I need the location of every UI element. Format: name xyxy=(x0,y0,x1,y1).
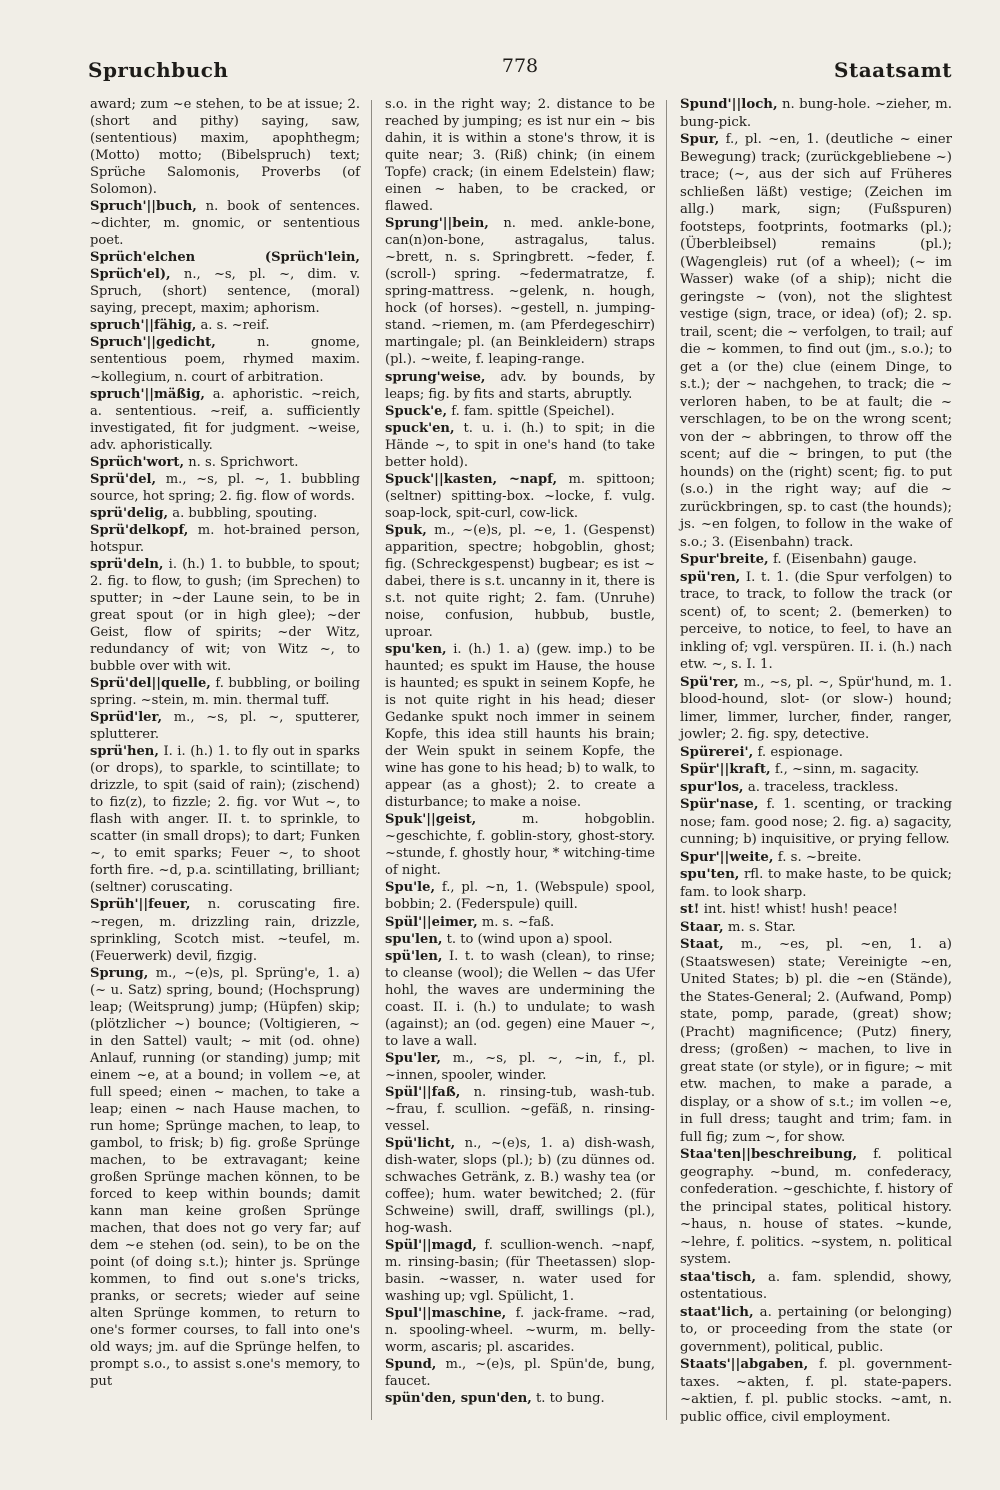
dictionary-entry xyxy=(90,675,360,709)
page-number: 778 xyxy=(501,55,539,77)
headword: Spül'||faß, xyxy=(385,1084,461,1100)
definition: n., ~(e)s, 1. a) dish-wash, dish-water, slops (pl.); b) (zu dünnes od. schwaches Getränk, z. B.) washy tea (or coffee); hum. water bewitched; 2. (für Schweine) swill, draff, swillings (pl.), hog-wash. xyxy=(385,1135,655,1237)
definition: f., ~sinn, m. sagacity. xyxy=(774,762,920,777)
headword: Staat, xyxy=(680,937,724,952)
page-header xyxy=(88,50,952,90)
dictionary-entry xyxy=(385,641,655,811)
definition: i. (h.) 1. a) (gew. imp.) to be haunted; es spukt im Hause, the house is haunted; es spukt in seinem Kopfe, he is not quite right in his head; dieser Gedanke spukt noch immer in seinem Kopfe, this idea still haunts his brain; der Wein spukt in seinem Kopfe, the wine has gone to his head; b) to walk, to appear (as a ghost); 2. to create a disturbance; to make a noise. xyxy=(385,642,655,811)
dictionary-entry xyxy=(680,1146,952,1269)
dictionary-entry xyxy=(385,879,655,913)
dictionary-entry xyxy=(90,896,360,964)
definition: int. hist! whist! hush! peace! xyxy=(703,902,898,917)
dictionary-entry xyxy=(90,249,360,317)
definition: m. s. ~faß. xyxy=(481,914,555,930)
definition: adv. by bounds, by leaps; fig. by fits and starts, abruptly. xyxy=(385,369,655,402)
headword: Spur'||weite, xyxy=(680,849,774,865)
dictionary-entry xyxy=(680,1304,952,1357)
dictionary-entry xyxy=(385,522,655,641)
dictionary-entry xyxy=(385,948,655,1050)
dictionary-entry xyxy=(385,914,655,931)
headword: Spuk, xyxy=(385,522,427,538)
dictionary-entry xyxy=(385,1135,655,1237)
headword: Spu'le, xyxy=(385,880,436,896)
definition: m. s. Star. xyxy=(727,919,796,935)
running-head-left: Spruchbuch xyxy=(88,58,229,82)
definition: I. t. 1. (die Spur verfolgen) to trace, to track, to follow the track (or scent) of, to scent; 2. (bemerken) to perceive, to notice, to feel, to have an inkling of; vgl. verspüren. II. i. (h.) nach etw. ~, s. I. 1. xyxy=(680,569,952,672)
definition: f. jack-frame. ~rad, n. spooling-wheel. ~wurm, m. belly-worm, ascaris; pl. ascarides. xyxy=(385,1306,655,1356)
headword: st! xyxy=(680,902,700,917)
dictionary-entry xyxy=(90,386,360,454)
headword: Sprüd'ler, xyxy=(90,710,163,726)
definition: f. political geography. ~bund, m. confederacy, confederation. ~geschichte, f. history of the principal states, political history. ~haus, n. house of states. ~kunde, ~lehre, f. politics. ~system, n. political system. xyxy=(680,1147,952,1267)
definition: I. t. to wash (clean), to rinse; to cleanse (wool); die Wellen ~ das Ufer hohl, the waves are undermining the coast. II. i. (h.) to undulate; to wash (against); an (od. gegen) eine Mauer ~, to lave a wall. xyxy=(385,948,655,1049)
dictionary-entry xyxy=(385,369,655,403)
definition: f. pl. government-taxes. ~akten, f. pl. state-papers. ~aktien, f. pl. public stocks. ~amt, n. public office, civil employment. xyxy=(680,1357,952,1425)
headword: spuck'en, xyxy=(385,420,455,436)
headword: Spul'||maschine, xyxy=(385,1306,507,1322)
headword: Spur, xyxy=(680,132,720,147)
definition: f. espionage. xyxy=(757,744,843,760)
column-divider xyxy=(371,100,372,1420)
dictionary-entry xyxy=(385,1390,655,1407)
dictionary-entry xyxy=(90,556,360,675)
dictionary-entry xyxy=(90,743,360,896)
headword: spu'ten, xyxy=(680,867,740,882)
dictionary-entry xyxy=(680,761,952,779)
definition: f., pl. ~en, 1. (deutliche ~ einer Bewegung) track; (zurückgebliebene ~) trace; (~, aus der sich auf Früheres schließen läßt) vestige; (Zeichen im allg.) mark, sign; (Fußspuren) footsteps, footprints, footmarks (pl.); (Überbleibsel) remains (pl.); (Wagengleis) rut (of a wheel); (~ im Wasser) wake (of a ship); nicht die geringste ~ (von), not the slightest vestige (sign, trace, or idea) (of); 2. sp. trail, scent; die ~ verfolgen, to trail; auf die ~ kommen, to find out (jm., s.o.); to get a (or the) clue (einem Dinge, to s.t.); der ~ nachgehen, to track; die ~ verloren haben, to be at fault; die ~ verschlagen, to be on the wrong scent; von der ~ abbringen, to throw off the scent; auf die ~ bringen, to put (the hounds) on the (right) scent; fig. to put (s.o.) in the right way; auf die ~ zurückbringen, sp. to cast (the hounds); js. ~en folgen, to follow in the wake of s.o.; 3. (Eisenbahn) track. xyxy=(680,132,952,550)
definition: n. s. Sprichwort. xyxy=(188,454,299,470)
dictionary-entry xyxy=(90,522,360,556)
definition: n. gnome, sententious poem, rhymed maxim. ~kollegium, n. court of arbitration. xyxy=(90,335,360,385)
definition: a. fam. splendid, showy, ostentatious. xyxy=(680,1269,952,1302)
definition: t. u. i. (h.) to spit; in die Hände ~, to spit in one's hand (to take better hold). xyxy=(385,420,655,470)
definition: a. bubbling, spouting. xyxy=(172,505,318,521)
column-3 xyxy=(680,96,952,1426)
definition: m. hot-brained person, hotspur. xyxy=(90,522,360,555)
definition: a. aphoristic. ~reich, a. sententious. ~reif, a. sufficiently investigated, fit for judgment. ~weise, adv. aphoristically. xyxy=(90,386,360,453)
headword: spu'len, xyxy=(385,931,443,947)
definition: f. bubbling, or boiling spring. ~stein, m. min. thermal tuff. xyxy=(90,676,360,709)
dictionary-entry xyxy=(90,198,360,249)
dictionary-entry xyxy=(385,471,655,522)
dictionary-entry xyxy=(680,936,952,1146)
definition: m., ~s, pl. ~, Spür'hund, m. 1. blood-hound, slot- (or slow-) hound; limer, limmer, lurcher, finder, ranger, jowler; 2. fig. spy, detective. xyxy=(680,674,952,742)
dictionary-entry xyxy=(680,866,952,901)
definition: m., ~s, pl. ~, ~in, f., pl. ~innen, spooler, winder. xyxy=(385,1050,655,1083)
dictionary-entry xyxy=(680,131,952,551)
headword: Sprü'del, xyxy=(90,471,157,487)
headword: spruch'||fähig, xyxy=(90,318,197,334)
dictionary-entry xyxy=(385,1305,655,1356)
headword: Sprüch'wort, xyxy=(90,454,185,470)
headword: Spül'||eimer, xyxy=(385,914,478,930)
definition: f. (Eisenbahn) gauge. xyxy=(772,552,917,567)
headword: spü'len, xyxy=(385,948,443,964)
definition: n. bung-hole. ~zieher, m. bung-pick. xyxy=(680,97,952,130)
dictionary-entry xyxy=(90,96,360,198)
headword: spü'ren, xyxy=(680,569,741,585)
definition: n. book of sentences. ~dichter, m. gnomic, or sententious poet. xyxy=(90,199,360,249)
dictionary-entry xyxy=(385,1050,655,1084)
definition: n. rinsing-tub, wash-tub. ~frau, f. scullion. ~gefäß, n. rinsing-vessel. xyxy=(385,1084,656,1134)
column-1 xyxy=(90,96,360,1390)
headword: Sprü'delkopf, xyxy=(90,522,189,538)
headword: Sprung, xyxy=(90,965,149,981)
headword: Spuck'||kasten, ~napf, xyxy=(385,471,558,487)
headword: Staats'||abgaben, xyxy=(680,1357,809,1372)
headword: Staa'ten||beschreibung, xyxy=(680,1147,858,1162)
definition: n., ~s, pl. ~, dim. v. Spruch, (short) sentence, (moral) saying, precept, maxim; aphorism. xyxy=(90,267,360,317)
definition: f. fam. spittle (Speichel). xyxy=(451,403,615,419)
headword: Spü'rer, xyxy=(680,674,739,690)
definition: s.o. in the right way; 2. distance to be reached by jumping; es ist nur ein ~ bis dahin, it is within a stone's throw, it is quite near; 3. (Riß) chink; (in einem Topfe) crack; (in einem Edelstein) flaw; einen ~ haben, to be cracked, or flawed. xyxy=(385,97,655,215)
dictionary-entry xyxy=(680,551,952,569)
dictionary-entry xyxy=(90,709,360,743)
definition: a. s. ~reif. xyxy=(200,318,270,334)
column-divider xyxy=(666,100,667,1420)
headword: spu'ken, xyxy=(385,642,447,657)
dictionary-entry xyxy=(680,674,952,744)
headword: staat'lich, xyxy=(680,1304,754,1320)
headword: Spund'||loch, xyxy=(680,97,778,112)
headword: spün'den, spun'den, xyxy=(385,1391,532,1407)
headword: Spund, xyxy=(385,1357,437,1373)
headword: Spruch'||buch, xyxy=(90,199,197,215)
definition: f. 1. scenting, or tracking nose; fam. good nose; 2. fig. a) sagacity, cunning; b) inquisitive, or prying fellow. xyxy=(680,797,952,847)
headword: Sprüch'elchen (Sprüch'lein, Sprüch'el), xyxy=(90,250,360,283)
definition: m., ~es, pl. ~en, 1. a) (Staatswesen) state; Vereinigte ~en, United States; b) pl. die ~en (Stände), the States-General; 2. (Aufwand, Pomp) state, pomp, parade, (great) show; (Pracht) magnificence; (Putz) finery, dress; (großen) ~ machen, to live in great state (or style), or in figure; ~ mit etw. machen, to make a parade, a display, or a show of s.t.; im vollen ~e, in full dress; taught and trim; fam. in full fig; zum ~, for show. xyxy=(680,937,952,1145)
definition: m., ~(e)s, pl. Spün'de, bung, faucet. xyxy=(385,1357,655,1390)
headword: Sprü'del||quelle, xyxy=(90,676,211,692)
dictionary-entry xyxy=(385,811,655,879)
dictionary-entry xyxy=(90,505,360,522)
dictionary-entry xyxy=(385,1237,655,1305)
dictionary-entry xyxy=(90,965,360,1391)
headword: Spruch'||gedicht, xyxy=(90,335,216,351)
definition: m., ~(e)s, pl. Sprüng'e, 1. a) (~ u. Satz) spring, bound; (Hochsprung) leap; (Weitsprung) jump; (Hüpfen) skip; (plötzlicher ~) bounce; (Voltigieren, ~ in den Sattel) vault; ~ mit (od. ohne) Anlauf, running (or standing) jump; mit einem ~e, at a bound; in vollem ~e, at full speed; einen ~ machen, to take a leap; einen ~ nach Hause machen, to run home; Sprünge machen, to leap, to gambol, to frisk; b) fig. große Sprünge machen, to be extravagant; keine großen Sprünge machen können, to be forced to keep within bounds; damit kann man keine großen Sprünge machen, that does not go very far; auf dem ~e stehen (od. sein), to be on the point (of doing s.t.); hinter js. Sprünge kommen, to find out s.one's tricks, pranks, or secrets; wieder auf seine alten Sprünge kommen, to return to one's former courses, to fall into one's old ways; jm. auf die Sprünge helfen, to prompt s.o., to assist s.one's memory, to put xyxy=(90,965,360,1390)
dictionary-entry xyxy=(680,779,952,797)
headword: sprung'weise, xyxy=(385,369,486,385)
definition: m., ~s, pl. ~, sputterer, splutterer. xyxy=(90,710,360,743)
definition: f. scullion-wench. ~napf, m. rinsing-basin; (für Theetassen) slop-basin. ~wasser, n. water used for washing up; vgl. Spülicht, 1. xyxy=(385,1238,655,1305)
headword: Spül'||magd, xyxy=(385,1238,477,1254)
dictionary-entry xyxy=(680,849,952,867)
headword: sprü'deln, xyxy=(90,556,164,572)
definition: m. spittoon; (seltner) spitting-box. ~locke, f. vulg. soap-lock, spit-curl, cow-lick. xyxy=(385,471,655,521)
headword: Spür'nase, xyxy=(680,797,759,812)
dictionary-entry xyxy=(90,317,360,334)
dictionary-entry xyxy=(90,454,360,471)
definition: n. coruscating fire. ~regen, m. drizzling rain, drizzle, sprinkling, Scotch mist. ~teufel, m. (Feuerwerk) devil, fizgig. xyxy=(90,897,360,964)
definition: f. s. ~breite. xyxy=(777,849,862,865)
headword: sprü'hen, xyxy=(90,744,159,760)
headword: Staar, xyxy=(680,919,724,935)
dictionary-entry xyxy=(680,1356,952,1426)
definition: a. traceless, trackless. xyxy=(747,779,899,795)
headword: Sprüh'||feuer, xyxy=(90,897,191,913)
dictionary-entry xyxy=(90,334,360,385)
dictionary-entry xyxy=(680,1269,952,1304)
headword: Spürerei', xyxy=(680,744,754,760)
headword: Spuck'e, xyxy=(385,403,448,419)
definition: i. (h.) 1. to bubble, to spout; 2. fig. to flow, to gush; (im Sprechen) to sputter; in ~der Laune sein, to be in great spout (or in high glee); ~der Geist, flow of spirits; ~der Witz, redundancy of wit; von Witz ~, to bubble over with wit. xyxy=(90,556,361,675)
dictionary-entry xyxy=(385,1084,655,1135)
definition: t. to (wind upon a) spool. xyxy=(446,931,613,947)
headword: staa'tisch, xyxy=(680,1269,757,1285)
definition: award; zum ~e stehen, to be at issue; 2. (short and pithy) saying, saw, (sententious) maxim, apophthegm; (Motto) motto; (Bibelspruch) text; Sprüche Salomonis, Proverbs (of Solomon). xyxy=(90,97,360,198)
dictionary-entry xyxy=(385,215,655,368)
definition: t. to bung. xyxy=(536,1391,605,1407)
definition: m., ~s, pl. ~, 1. bubbling source, hot spring; 2. fig. flow of words. xyxy=(90,471,360,504)
headword: Sprung'||bein, xyxy=(385,216,489,232)
column-2 xyxy=(385,96,655,1407)
headword: Spu'ler, xyxy=(385,1050,441,1066)
headword: sprü'delig, xyxy=(90,505,169,521)
headword: Spür'||kraft, xyxy=(680,762,771,777)
dictionary-entry xyxy=(385,1356,655,1390)
definition: n. med. ankle-bone, can(n)on-bone, astragalus, talus. ~brett, n. s. Springbrett. ~feder, f. (scroll-) spring. ~federmatratze, f. spring-mattress. ~gelenk, n. hough, hock (of horses). ~gestell, n. jumping-stand. ~riemen, m. (am Pferdegeschirr) martingale; pl. (an Beinkleidern) straps (pl.). ~weite, f. leaping-range. xyxy=(385,216,655,368)
definition: m., ~(e)s, pl. ~e, 1. (Gespenst) apparition, spectre; hobgoblin, ghost; fig. (Schreckgespenst) bugbear; es ist ~ dabei, there is s.t. uncanny in it, there is s.t. not quite right; 2. fam. (Unruhe) noise, confusion, hubbub, bustle, uproar. xyxy=(385,522,655,640)
dictionary-entry xyxy=(385,420,655,471)
dictionary-entry xyxy=(385,403,655,420)
dictionary-entry xyxy=(680,901,952,919)
definition: m. hobgoblin. ~geschichte, f. goblin-story, ghost-story. ~stunde, f. ghostly hour, * witching-time of night. xyxy=(385,812,655,879)
dictionary-entry xyxy=(90,471,360,505)
dictionary-entry xyxy=(680,744,952,762)
definition: f., pl. ~n, 1. (Webspule) spool, bobbin; 2. (Federspule) quill. xyxy=(385,880,655,913)
dictionary-entry xyxy=(680,919,952,937)
dictionary-entry xyxy=(385,931,655,948)
dictionary-entry xyxy=(680,796,952,849)
running-head-right: Staatsamt xyxy=(834,58,952,82)
headword: Spuk'||geist, xyxy=(385,812,477,828)
headword: Spü'licht, xyxy=(385,1135,456,1151)
dictionary-entry xyxy=(680,569,952,674)
definition: I. i. (h.) 1. to fly out in sparks (or drops), to sparkle, to scintillate; to drizzle, to spit (said of rain); (zischend) to fiz(z), to fizzle; 2. fig. vor Wut ~, to flash with anger. II. t. to sprinkle, to scatter (in small drops); to dart; Funken ~, to emit sparks; Feuer ~, to shoot forth fire. ~d, p.a. scintillating, brilliant; (seltner) coruscating. xyxy=(90,744,360,896)
definition: a. pertaining (or belonging) to, or proceeding from the state (or government), political, public. xyxy=(680,1304,952,1355)
headword: spur'los, xyxy=(680,779,744,795)
headword: Spur'breite, xyxy=(680,552,769,567)
definition: rfl. to make haste, to be quick; fam. to look sharp. xyxy=(680,867,953,900)
dictionary-entry xyxy=(680,96,952,131)
headword: spruch'||mäßig, xyxy=(90,386,205,402)
dictionary-entry xyxy=(385,96,655,215)
